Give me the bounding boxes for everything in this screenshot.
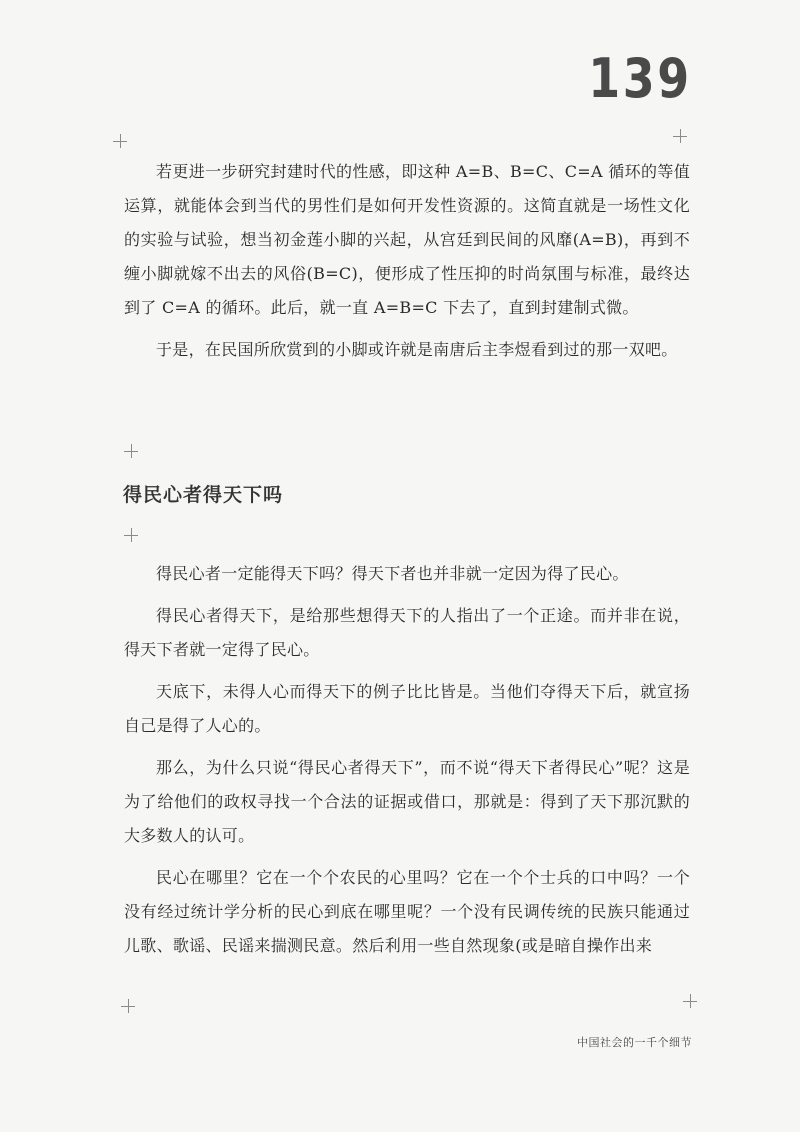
paragraph: 民心在哪里？它在一个个农民的心里吗？它在一个个士兵的口中吗？一个没有经过统计学分析的民心到底在哪里呢？一个没有民调传统的民族只能通过儿歌、歌谣、民谣来揣测民意。然后利用一些自然现象(或是暗自操作出来 (124, 868, 690, 955)
crop-mark-top-right (673, 129, 687, 143)
crop-mark-mid-left (124, 444, 138, 458)
crop-mark-heading-left (124, 528, 138, 542)
paragraph: 天底下，未得人心而得天下的例子比比皆是。当他们夺得天下后，就宣扬自己是得了人心的。 (124, 682, 690, 735)
paragraph: 得民心者一定能得天下吗？得天下者也并非就一定因为得了民心。 (156, 564, 629, 583)
crop-mark-bottom-left (121, 999, 135, 1013)
running-footer-book-title: 中国社会的一千个细节 (577, 1036, 692, 1049)
section-heading: 得民心者得天下吗 (123, 484, 284, 506)
paragraph: 那么，为什么只说“得民心者得天下”，而不说“得天下者得民心”呢？这是为了给他们的政权寻找一个合法的证据或借口，那就是：得到了天下那沉默的大多数人的认可。 (124, 758, 690, 845)
crop-mark-top-left (113, 134, 127, 148)
paragraph: 于是，在民国所欣赏到的小脚或许就是南唐后主李煜看到过的那一双吧。 (156, 340, 678, 359)
paragraph: 得民心者得天下，是给那些想得天下的人指出了一个正途。而并非在说，得天下者就一定得了民心。 (124, 606, 690, 659)
section-continued-text (124, 155, 690, 367)
page-number: 139 (588, 47, 692, 110)
section-body (124, 557, 690, 971)
paragraph: 若更进一步研究封建时代的性感，即这种 A=B、B=C、C=A 循环的等值运算，就能体会到当代的男性们是如何开发性资源的。这简直就是一场性文化的实验与试验，想当初金莲小脚的兴起，从宫廷到民间的风靡(A=B)，再到不缠小脚就嫁不出去的风俗(B=C)，便形成了性压抑的时尚氛围与标准，最终达到了 C=A 的循环。此后，就一直 A=B=C 下去了，直到封建制式微。 (124, 162, 690, 317)
crop-mark-bottom-right (683, 994, 697, 1008)
